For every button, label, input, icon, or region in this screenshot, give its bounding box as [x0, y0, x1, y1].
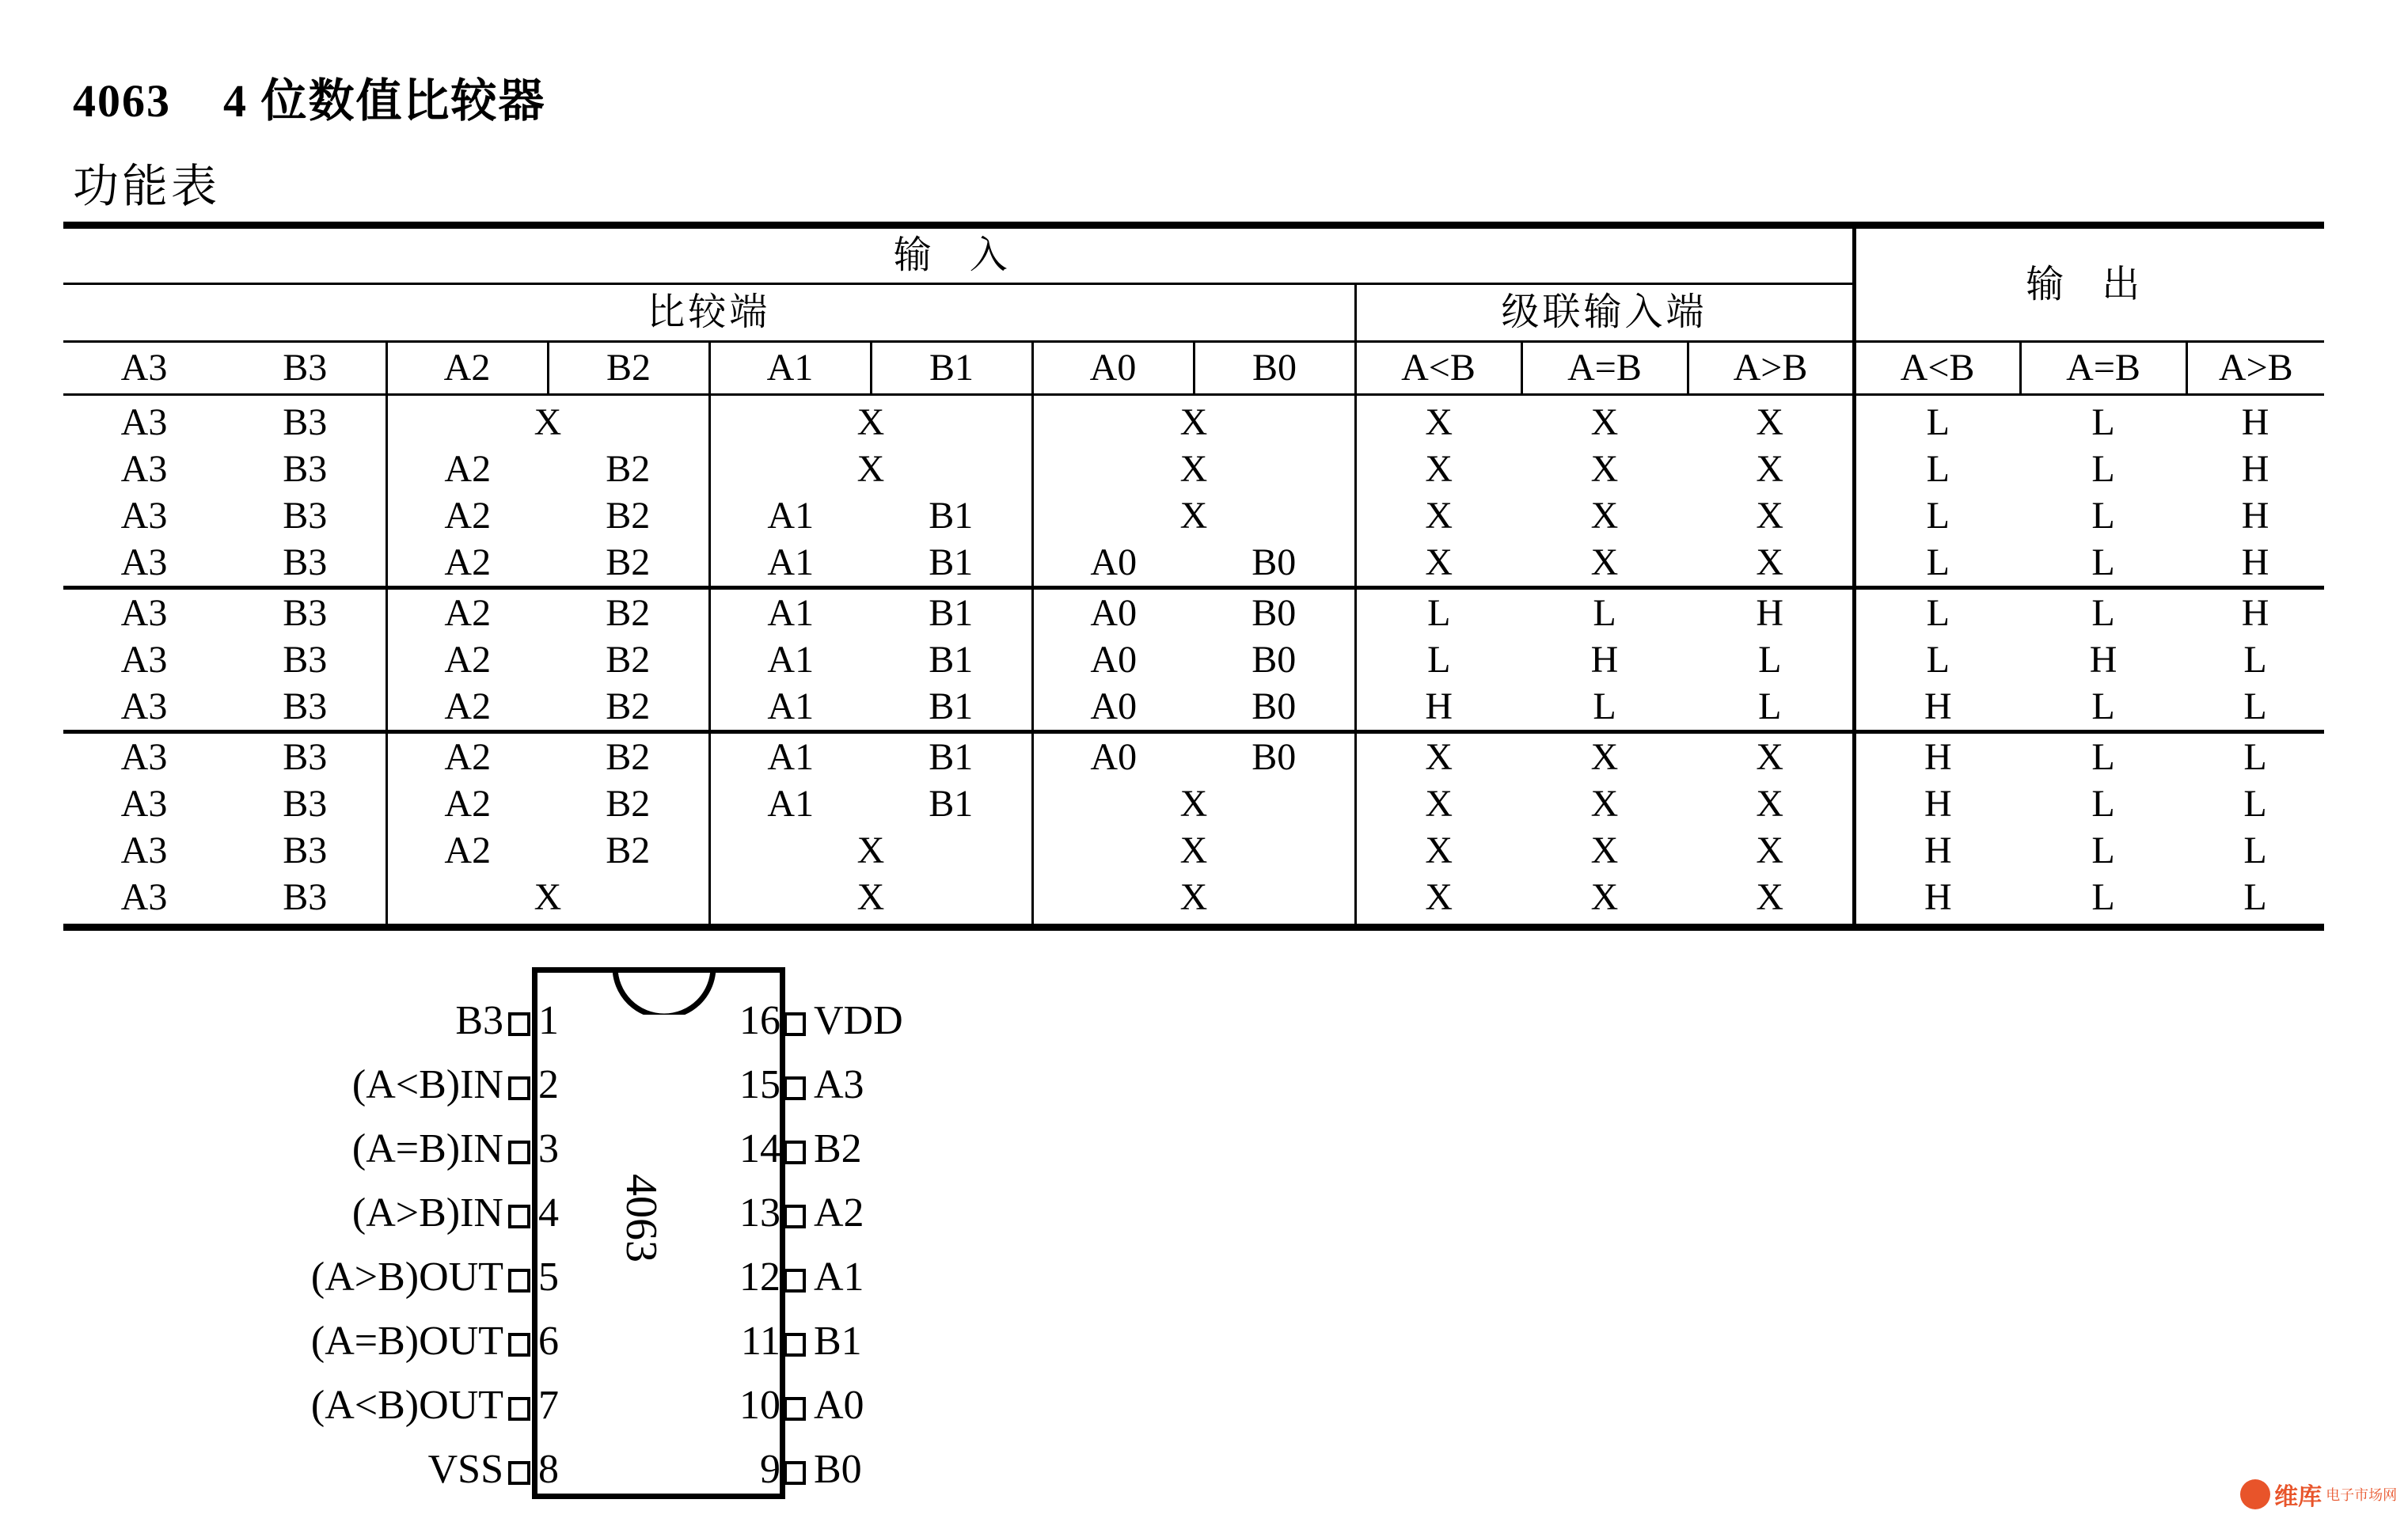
table-cell: L	[1355, 588, 1521, 637]
pin-number: 6	[538, 1319, 559, 1364]
section-heading: 功能表	[73, 161, 221, 212]
table-cell: B1	[929, 685, 974, 727]
pin-number: 5	[538, 1255, 559, 1300]
table-cell: X	[1032, 874, 1355, 928]
table-cell: X	[1032, 395, 1355, 446]
table-row	[63, 539, 2324, 588]
table-cell: H	[1854, 827, 2020, 874]
pin-number: 1	[538, 998, 559, 1043]
table-cell: B1	[871, 588, 1032, 637]
table-cell: L	[1758, 685, 1782, 727]
pin-icon	[784, 1141, 806, 1164]
table-row	[63, 492, 2324, 539]
table-cell: B3	[283, 639, 328, 681]
table-row	[63, 395, 2324, 446]
table-cell: X	[1590, 448, 1619, 490]
table-cell: H	[1854, 780, 2020, 827]
pin-right	[739, 1190, 864, 1236]
table-cell: X	[1688, 732, 1854, 781]
pin-name: (A>B)IN	[351, 1190, 503, 1236]
table-cell: B2	[606, 495, 651, 537]
pin-icon	[784, 1333, 806, 1357]
table-cell: B0	[1251, 541, 1297, 583]
pin-icon	[508, 1012, 530, 1036]
table-cell: B3	[283, 495, 328, 537]
table-cell: B0	[1194, 732, 1355, 781]
pin-number: 12	[739, 1255, 781, 1300]
watermark-logo: 维库 电子市场网	[2240, 1477, 2399, 1512]
table-cell: L	[1593, 685, 1616, 727]
table-cell: B2	[606, 829, 651, 871]
pin-name: (A<B)IN	[351, 1062, 503, 1107]
column-header: A>B	[2186, 342, 2324, 395]
table-cell: L	[1854, 395, 2020, 446]
pin-icon	[784, 1269, 806, 1293]
table-cell: A1	[709, 732, 871, 781]
pin-icon	[784, 1205, 806, 1228]
table-cell: X	[1032, 492, 1355, 539]
table-cell: A2	[386, 588, 548, 637]
table-cell: X	[1355, 539, 1521, 588]
table-cell: H	[1688, 588, 1854, 637]
table-cell: X	[1756, 541, 1784, 583]
table-cell: A1	[709, 588, 871, 637]
pin-number: 8	[538, 1447, 559, 1492]
table-cell: A0	[1032, 732, 1194, 781]
pin-number: 10	[739, 1383, 781, 1428]
table-cell: X	[1032, 780, 1355, 827]
table-cell: L	[1854, 492, 2020, 539]
pin-name: A0	[814, 1383, 864, 1428]
table-cell: B0	[1251, 685, 1297, 727]
table-row	[63, 636, 2324, 683]
pin-right	[739, 1062, 864, 1107]
table-cell: A1	[709, 636, 871, 683]
table-cell: H	[1854, 732, 2020, 781]
table-cell: X	[1590, 541, 1619, 583]
table-cell: L	[2091, 401, 2115, 443]
output-group-header: 输 出	[1854, 226, 2324, 342]
table-cell: L	[1355, 636, 1521, 683]
table-cell: A1	[709, 780, 871, 827]
table-cell: X	[1590, 876, 1619, 918]
table-row	[63, 732, 2324, 781]
table-cell: B1	[929, 639, 974, 681]
table-cell: B1	[929, 541, 974, 583]
table-cell: A3	[120, 448, 168, 490]
table-cell: B3	[283, 401, 328, 443]
table-cell: X	[1756, 448, 1784, 490]
table-cell: X	[1521, 732, 1688, 781]
pin-icon	[784, 1461, 806, 1485]
table-cell: X	[1756, 401, 1784, 443]
pin-icon	[508, 1269, 530, 1293]
table-cell: X	[1032, 827, 1355, 874]
pin-number: 7	[538, 1383, 559, 1428]
table-cell: B3	[283, 876, 328, 918]
column-header: A1	[709, 342, 871, 395]
pin-left	[351, 1190, 559, 1236]
pin-right	[760, 1447, 862, 1492]
table-cell: A3	[120, 495, 168, 537]
cascade-header: 级联输入端	[1355, 284, 1854, 342]
table-cell: H	[2241, 495, 2269, 537]
table-cell: B3	[283, 783, 328, 825]
table-cell: A3	[120, 783, 168, 825]
table-cell: B0	[1194, 588, 1355, 637]
table-cell: X	[1756, 495, 1784, 537]
column-header: B0	[1194, 342, 1355, 395]
pin-icon	[508, 1205, 530, 1228]
table-cell: X	[1590, 783, 1619, 825]
table-cell: L	[2091, 448, 2115, 490]
column-header: B3	[225, 342, 386, 395]
pin-name: B3	[455, 998, 503, 1043]
pin-icon	[508, 1333, 530, 1357]
column-header: A<B	[1854, 342, 2020, 395]
pin-number: 3	[538, 1126, 559, 1171]
table-cell: X	[1032, 446, 1355, 492]
table-cell: A2	[386, 636, 548, 683]
compare-header: 比较端	[63, 284, 1355, 342]
pin-right	[739, 1255, 864, 1300]
table-cell: L	[2091, 541, 2115, 583]
table-cell: H	[2089, 639, 2117, 681]
table-cell: X	[709, 395, 1032, 446]
table-cell: A3	[120, 876, 168, 918]
pin-number: 13	[739, 1190, 781, 1236]
table-cell: X	[709, 827, 1032, 874]
pin-number: 2	[538, 1062, 559, 1107]
table-cell: B1	[929, 495, 974, 537]
pin-left	[351, 1126, 559, 1171]
table-cell: B3	[225, 732, 386, 781]
pin-icon	[784, 1012, 806, 1036]
pin-icon	[508, 1141, 530, 1164]
table-cell: X	[1355, 732, 1521, 781]
pin-number: 9	[760, 1447, 781, 1492]
table-cell: H	[1854, 683, 2020, 732]
table-row	[63, 780, 2324, 827]
table-cell: B1	[929, 783, 974, 825]
table-cell: L	[2020, 588, 2186, 637]
column-header: A>B	[1688, 342, 1854, 395]
table-cell: H	[2241, 448, 2269, 490]
pin-name: B1	[814, 1319, 862, 1364]
input-group-header: 输 入	[63, 226, 1854, 284]
table-row	[63, 588, 2324, 637]
table-cell: B3	[283, 685, 328, 727]
pin-left	[310, 1319, 559, 1364]
table-cell: B2	[548, 588, 709, 637]
table-cell: B2	[606, 541, 651, 583]
table-cell: B2	[606, 783, 651, 825]
table-cell: A3	[63, 588, 225, 637]
table-cell: X	[1355, 874, 1521, 928]
pin-name: VSS	[427, 1447, 503, 1492]
table-cell: B1	[871, 732, 1032, 781]
column-header: A3	[63, 342, 225, 395]
pin-name: A1	[814, 1255, 864, 1300]
page-title: 4063 4 位数值比较器	[73, 75, 546, 127]
pin-number: 16	[739, 998, 781, 1043]
pin-name: (A=B)IN	[351, 1126, 503, 1171]
chip-label: 4063	[617, 1174, 666, 1262]
table-cell: H	[1590, 639, 1619, 681]
table-cell: B3	[225, 588, 386, 637]
table-cell: A1	[709, 492, 871, 539]
table-row	[63, 827, 2324, 874]
table-cell: L	[2091, 783, 2115, 825]
table-cell: L	[1758, 639, 1782, 681]
table-cell: B3	[283, 448, 328, 490]
table-cell: A2	[386, 780, 548, 827]
table-cell: X	[709, 446, 1032, 492]
column-header: B2	[548, 342, 709, 395]
table-cell: L	[1854, 636, 2020, 683]
table-cell: X	[1756, 783, 1784, 825]
table-cell: B3	[283, 541, 328, 583]
pin-left	[427, 1447, 559, 1492]
pin-left	[351, 1062, 559, 1107]
pin-number: 15	[739, 1062, 781, 1107]
table-cell: L	[2243, 685, 2267, 727]
table-cell: L	[2186, 732, 2324, 781]
table-cell: B0	[1251, 639, 1297, 681]
pin-name: (A<B)OUT	[310, 1383, 503, 1428]
table-cell: L	[1521, 588, 1688, 637]
table-cell: B2	[548, 732, 709, 781]
table-cell: L	[2243, 639, 2267, 681]
table-cell: L	[1854, 446, 2020, 492]
table-row	[63, 874, 2324, 928]
table-cell: H	[1355, 683, 1521, 732]
table-cell: L	[2091, 685, 2115, 727]
pin-right	[739, 1383, 864, 1428]
table-cell: X	[1756, 876, 1784, 918]
pin-name: B0	[814, 1447, 862, 1492]
table-cell: A3	[120, 639, 168, 681]
table-cell: X	[1590, 829, 1619, 871]
table-row	[63, 446, 2324, 492]
table-cell: L	[2020, 732, 2186, 781]
table-cell: H	[2241, 401, 2269, 443]
pin-right	[740, 1319, 862, 1364]
pin-name: (A>B)OUT	[310, 1255, 503, 1300]
pin-right	[739, 1126, 862, 1171]
table-cell: A3	[120, 401, 168, 443]
table-cell: B2	[606, 685, 651, 727]
pin-left	[310, 1383, 559, 1428]
table-cell: L	[2243, 783, 2267, 825]
logo-icon	[2240, 1479, 2270, 1509]
table-cell: X	[1590, 401, 1619, 443]
pin-icon	[508, 1076, 530, 1100]
pin-left	[310, 1255, 559, 1300]
table-cell: A0	[1032, 588, 1194, 637]
table-cell: A2	[386, 732, 548, 781]
table-cell: H	[1854, 874, 2020, 928]
table-cell: X	[1355, 780, 1521, 827]
table-cell: X	[1355, 827, 1521, 874]
pin-icon	[508, 1461, 530, 1485]
table-cell: L	[1854, 539, 2020, 588]
table-cell: A1	[709, 683, 871, 732]
table-cell: A3	[120, 829, 168, 871]
column-header: A=B	[1521, 342, 1688, 395]
column-header: A=B	[2020, 342, 2186, 395]
table-cell: A2	[386, 539, 548, 588]
table-cell: X	[1355, 492, 1521, 539]
pin-icon	[784, 1076, 806, 1100]
table-cell: X	[1355, 446, 1521, 492]
pin-number: 4	[538, 1190, 559, 1236]
table-cell: A2	[386, 827, 548, 874]
pin-number: 11	[740, 1319, 781, 1364]
pin-left	[455, 998, 559, 1043]
function-table	[63, 222, 2324, 931]
table-cell: X	[709, 874, 1032, 928]
pin-name: A3	[814, 1062, 864, 1107]
table-cell: B2	[606, 639, 651, 681]
table-cell: L	[2243, 876, 2267, 918]
column-header: A2	[386, 342, 548, 395]
pin-name: (A=B)OUT	[310, 1319, 503, 1364]
pin-number: 14	[739, 1126, 781, 1171]
pin-icon	[508, 1397, 530, 1421]
column-header: B1	[871, 342, 1032, 395]
table-cell: A1	[709, 539, 871, 588]
pin-name: B2	[814, 1126, 862, 1171]
pin-icon	[784, 1397, 806, 1421]
table-cell: X	[386, 395, 709, 446]
notch-icon	[613, 967, 716, 1015]
pin-name: A2	[814, 1190, 864, 1236]
table-cell: L	[2243, 829, 2267, 871]
column-header: A<B	[1355, 342, 1521, 395]
table-row	[63, 683, 2324, 732]
table-cell: B3	[283, 829, 328, 871]
table-cell: L	[2091, 495, 2115, 537]
table-cell: L	[1854, 588, 2020, 637]
column-header: A0	[1032, 342, 1194, 395]
table-cell: A0	[1032, 539, 1194, 588]
pin-right	[739, 998, 903, 1043]
table-cell: B2	[606, 448, 651, 490]
table-cell: X	[1355, 395, 1521, 446]
table-cell: L	[2091, 829, 2115, 871]
table-cell: A3	[63, 732, 225, 781]
pin-name: VDD	[814, 998, 903, 1043]
table-cell: A2	[386, 683, 548, 732]
table-cell: A2	[386, 492, 548, 539]
table-cell: X	[386, 874, 709, 928]
table-cell: A3	[120, 541, 168, 583]
table-cell: A3	[120, 685, 168, 727]
table-cell: X	[1590, 495, 1619, 537]
table-cell: H	[2186, 588, 2324, 637]
table-cell: A2	[386, 446, 548, 492]
table-cell: L	[2091, 876, 2115, 918]
table-cell: A0	[1032, 636, 1194, 683]
table-cell: X	[1756, 829, 1784, 871]
table-cell: A0	[1032, 683, 1194, 732]
table-cell: H	[2241, 541, 2269, 583]
